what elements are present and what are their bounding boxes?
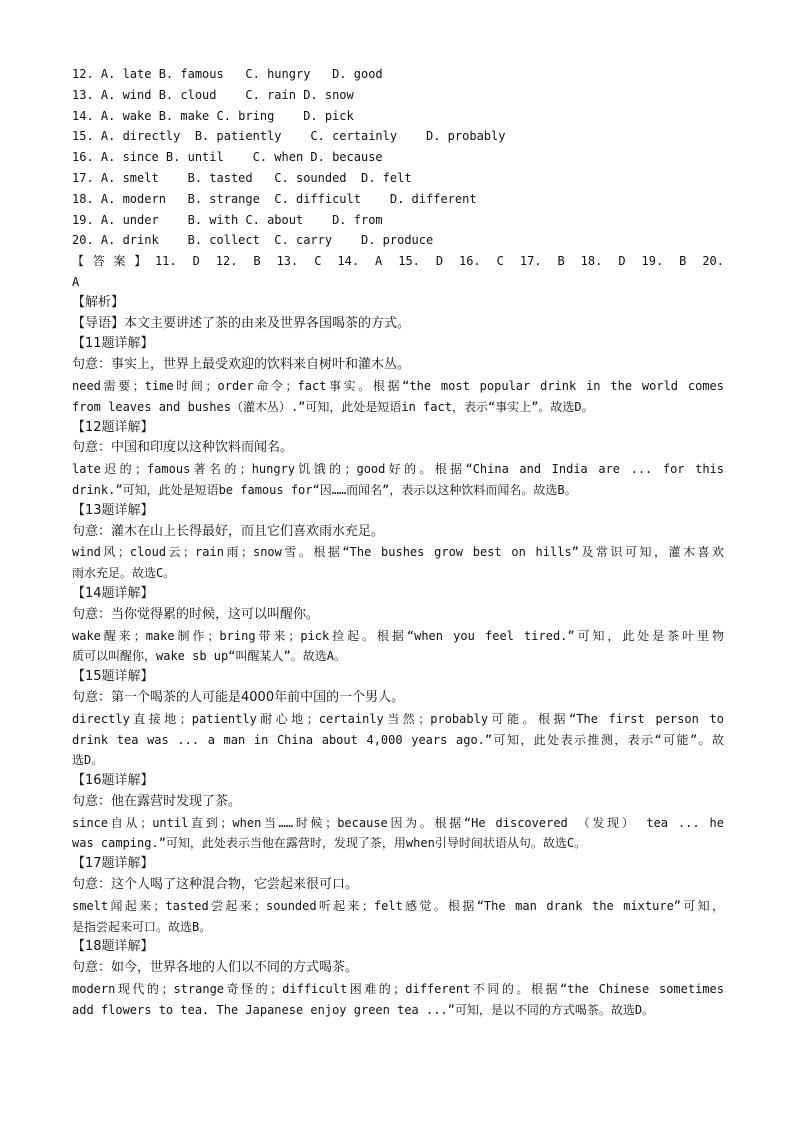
answer-line-continued: A [72, 274, 80, 289]
explanation-line: drink.”可知，此处是短语be famous for“因……而闻名”，表示以这种饮料而闻名。故选B。 [72, 482, 577, 497]
option-line: 13. A. wind B. cloud C. rain D. snow [72, 87, 354, 102]
explanation-line: from leaves and bushes（灌木丛）.”可知，此处是短语in fact，表示“事实上”。故选D。 [72, 399, 594, 414]
option-line: 15. A. directly B. patiently C. certainly D. probably [72, 129, 506, 144]
explanation-line: was camping.”可知，此处表示当他在露营时，发现了茶，用when引导时间状语从句。故选C。 [72, 836, 587, 851]
guide-text: 【导语】本文主要讲述了茶的由来及世界各国喝茶的方式。 [72, 315, 411, 331]
detail-section [72, 667, 724, 771]
document-page [72, 64, 724, 1021]
sentence-meaning: 句意：这个人喝了这种混合物，它尝起来很可口。 [72, 877, 359, 893]
detail-heading: 【13题详解】 [72, 502, 154, 518]
sentence-meaning: 句意：中国和印度以这种饮料而闻名。 [72, 440, 294, 456]
explanation-line: smelt闻起来；tasted尝起来；sounded听起来；felt感觉。根据“The man drank the mixture”可知， [72, 898, 724, 913]
option-line: 14. A. wake B. make C. bring D. pick [72, 108, 354, 123]
explanation-line: 雨水充足。故选C。 [72, 566, 176, 581]
sentence-meaning: 句意：他在露营时发现了茶。 [72, 793, 242, 809]
explanation-line: add flowers to tea. The Japanese enjoy green tea ...”可知，是以不同的方式喝茶。故选D。 [72, 1002, 655, 1017]
explanation-line: wake醒来；make制作；bring带来；pick捡起。根据“when you feel tired.”可知，此处是茶叶里物 [72, 628, 724, 643]
detail-heading: 【18题详解】 [72, 939, 154, 955]
explanation-line: modern现代的；strange奇怪的；difficult困难的；different不同的。根据“the Chinese sometimes [72, 982, 724, 997]
explanation-line: 选D。 [72, 753, 104, 768]
option-line: 12. A. late B. famous C. hungry D. good [72, 67, 383, 81]
answer-options [72, 64, 724, 251]
explanation-line: late迟的；famous著名的；hungry饥饿的；good好的。根据“China and India are ... for this [72, 462, 724, 477]
option-line: 19. A. under B. with C. about D. from [72, 212, 383, 227]
detail-section [72, 334, 724, 417]
option-line: 16. A. since B. until C. when D. because [72, 150, 383, 165]
detail-heading: 【12题详解】 [72, 419, 154, 435]
detail-sections [72, 334, 724, 1020]
explanation-line: directly直接地；patiently耐心地；certainly当然；probably可能。根据“The first person to [72, 711, 724, 726]
explanation-line: 质可以叫醒你，wake sb up“叫醒某人”。故选A。 [72, 649, 346, 664]
detail-heading: 【17题详解】 [72, 856, 154, 872]
sentence-meaning: 句意：事实上，世界上最受欢迎的饮料来自树叶和灌木丛。 [72, 357, 411, 373]
answer-line: 【答案】11. D 12. B 13. C 14. A 15. D 16. C 17. B 18. D 19. B 20. [72, 254, 724, 269]
detail-heading: 【14题详解】 [72, 585, 154, 601]
explanation-line: drink tea was ... a man in China about 4,000 years ago.”可知，此处表示推测，表示“可能”。故 [72, 732, 724, 747]
explanation-line: wind风；cloud云；rain雨；snow雪。根据“The bushes grow best on hills”及常识可知，灌木喜欢 [72, 545, 724, 560]
detail-section [72, 584, 724, 667]
sentence-meaning: 句意：当你觉得累的时候，这可以叫醒你。 [72, 606, 320, 622]
detail-section [72, 418, 724, 501]
detail-heading: 【11题详解】 [72, 336, 154, 352]
detail-section [72, 854, 724, 937]
sentence-meaning: 句意：第一个喝茶的人可能是4000年前中国的一个男人。 [72, 689, 405, 705]
option-line: 18. A. modern B. strange C. difficult D. different [72, 191, 477, 206]
explanation-line: since自从；until直到；when当……时候；because因为。根据“He discovered （发现） tea ... he [72, 815, 724, 830]
detail-heading: 【16题详解】 [72, 773, 154, 789]
detail-heading: 【15题详解】 [72, 669, 154, 685]
explanation-line: 是指尝起来可口。故选B。 [72, 919, 212, 934]
explanation-line: need需要；time时间；order命令；fact事实。根据“the most popular drink in the world comes [72, 378, 724, 393]
detail-section [72, 937, 724, 1020]
option-line: 17. A. smelt B. tasted C. sounded D. felt [72, 170, 412, 185]
detail-section [72, 501, 724, 584]
detail-section [72, 771, 724, 854]
sentence-meaning: 句意：灌木在山上长得最好，而且它们喜欢雨水充足。 [72, 523, 385, 539]
analysis-heading: 【解析】 [72, 294, 125, 310]
sentence-meaning: 句意：如今，世界各地的人们以不同的方式喝茶。 [72, 960, 359, 976]
option-line: 20. A. drink B. collect C. carry D. produce [72, 233, 434, 248]
